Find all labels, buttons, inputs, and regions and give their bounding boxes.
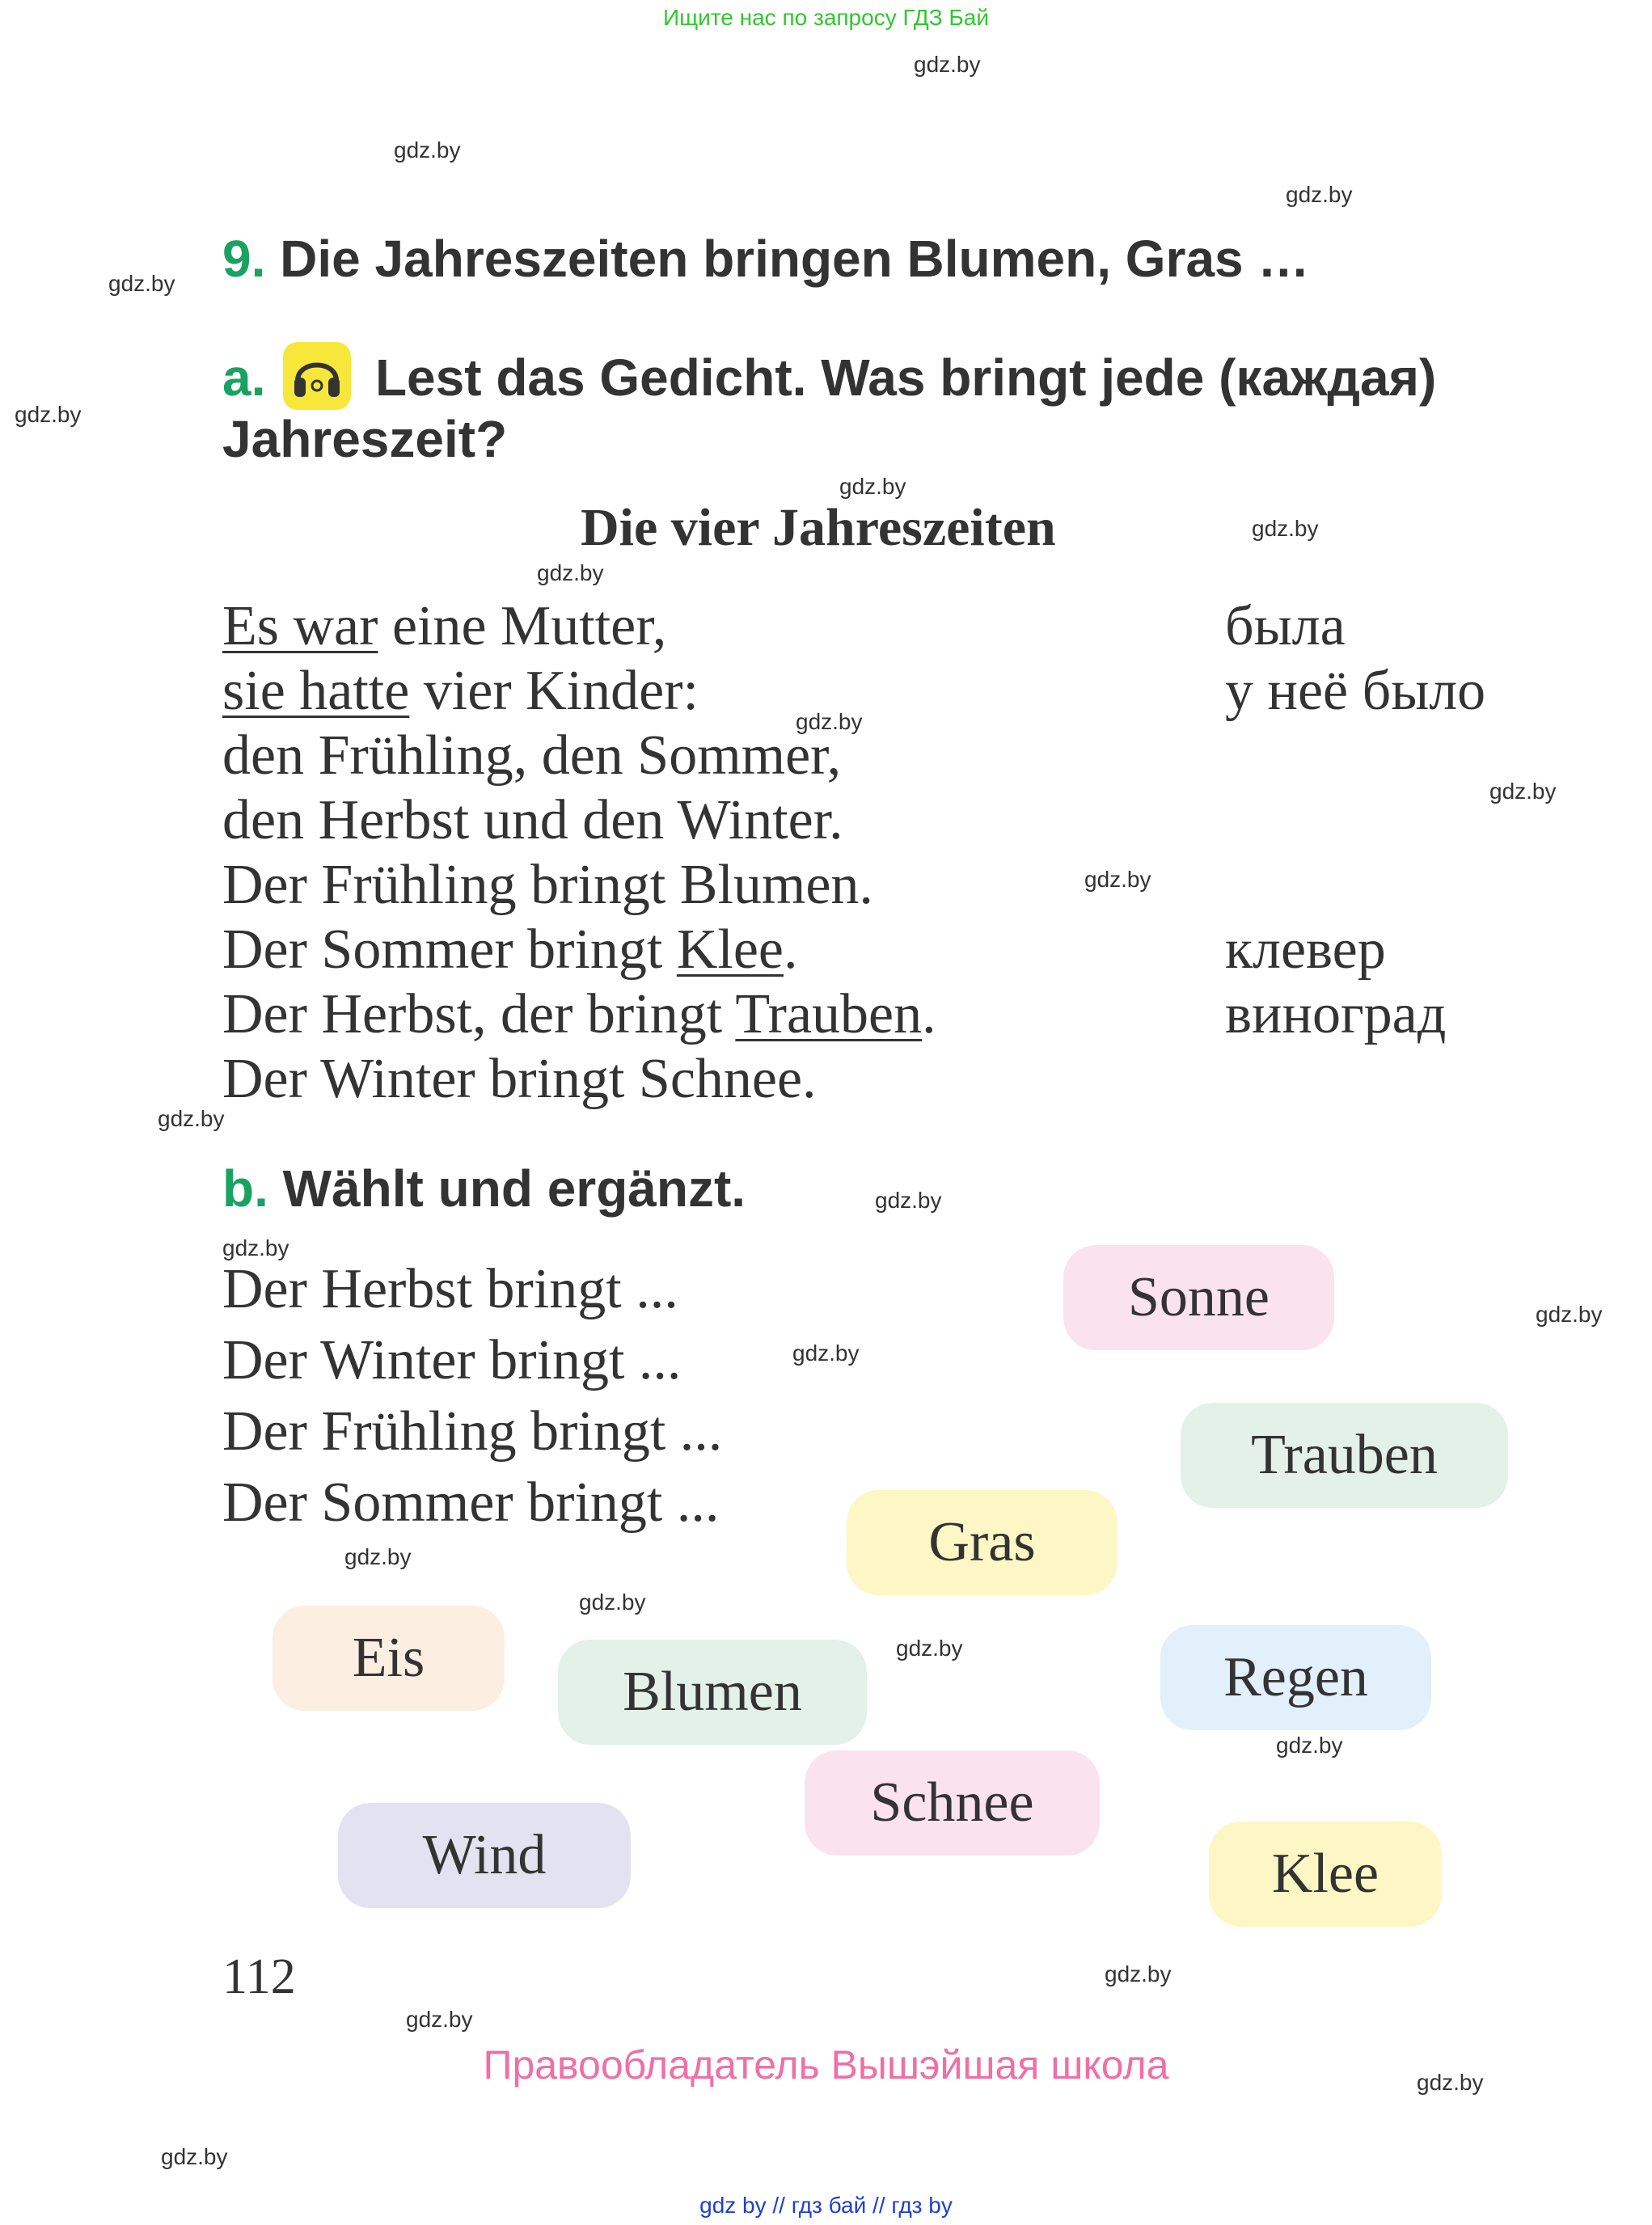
- watermark: gdz.by: [1536, 1302, 1603, 1327]
- poem-text: .: [784, 918, 798, 981]
- watermark: gdz.by: [792, 1340, 860, 1366]
- watermark: gdz.by: [394, 137, 461, 163]
- watermark: gdz.by: [108, 271, 175, 296]
- task-a-text: Lest das Gedicht. Was bringt jede (каждая): [374, 348, 1437, 407]
- sentence-sommer: Der Sommer bringt ...: [222, 1471, 720, 1534]
- watermark: gdz.by: [1252, 516, 1319, 541]
- word-chip-regen[interactable]: Regen: [1160, 1625, 1431, 1730]
- poem-line-5: Der Frühling bringt Blumen.: [222, 854, 873, 916]
- sentence-herbst: Der Herbst bringt ...: [222, 1258, 678, 1320]
- watermark: gdz.by: [344, 1544, 412, 1569]
- watermark: gdz.by: [1489, 779, 1557, 804]
- task-b-text: Wählt und ergänzt.: [282, 1159, 746, 1218]
- poem-title: Die vier Jahreszeiten: [581, 498, 1056, 557]
- poem-text: vier Kinder:: [409, 660, 699, 722]
- page-number: 112: [222, 1949, 296, 2004]
- exercise-heading: [222, 229, 1309, 289]
- watermark: gdz.by: [222, 1235, 289, 1260]
- poem-text: Der Herbst, der bringt: [222, 983, 736, 1045]
- gloss-es-war: была: [1225, 595, 1346, 657]
- headphones-icon[interactable]: [283, 342, 351, 410]
- watermark: gdz.by: [875, 1188, 942, 1213]
- poem-text: Der Sommer bringt: [222, 918, 677, 981]
- poem-line-3: den Frühling, den Sommer,: [222, 724, 842, 787]
- underlined-phrase: Es war: [222, 595, 378, 657]
- task-a-line2: Jahreszeit?: [222, 410, 508, 468]
- gloss-trauben: виноград: [1225, 983, 1447, 1045]
- watermark: gdz.by: [579, 1590, 646, 1615]
- exercise-title: Die Jahreszeiten bringen Blumen, Gras …: [280, 230, 1310, 288]
- watermark: gdz.by: [914, 52, 981, 77]
- watermark: gdz.by: [161, 2144, 228, 2169]
- task-a-line1: [222, 342, 1436, 410]
- word-chip-wind[interactable]: Wind: [338, 1803, 631, 1908]
- watermark: gdz.by: [1084, 867, 1151, 892]
- word-chip-schnee[interactable]: Schnee: [805, 1750, 1100, 1856]
- copyright-notice: Правообладатель Вышэйшая школа: [483, 2042, 1169, 2088]
- watermark: gdz.by: [839, 474, 906, 499]
- task-a-letter: a.: [222, 348, 266, 407]
- watermark: gdz.by: [537, 560, 604, 585]
- watermark: gdz.by: [1286, 182, 1353, 207]
- sentence-winter: Der Winter bringt ...: [222, 1329, 682, 1391]
- watermark: gdz.by: [158, 1106, 225, 1131]
- task-b-heading: [222, 1156, 746, 1221]
- poem-line-1: [222, 594, 666, 659]
- word-chip-eis[interactable]: Eis: [273, 1606, 505, 1711]
- word-chip-gras[interactable]: Gras: [847, 1490, 1118, 1595]
- poem-line-8: Der Winter bringt Schnee.: [222, 1048, 817, 1110]
- watermark: gdz.by: [796, 709, 863, 734]
- watermark: gdz.by: [15, 402, 82, 427]
- underlined-phrase: sie hatte: [222, 660, 410, 722]
- bottom-links[interactable]: gdz by // гдз бай // гдз by: [699, 2193, 953, 2218]
- watermark: gdz.by: [1276, 1733, 1343, 1758]
- watermark: gdz.by: [406, 2007, 473, 2032]
- word-chip-trauben[interactable]: Trauben: [1181, 1403, 1508, 1508]
- exercise-number: 9.: [222, 230, 266, 288]
- word-chip-klee[interactable]: Klee: [1209, 1822, 1442, 1927]
- poem-text: .: [922, 983, 936, 1045]
- watermark: gdz.by: [896, 1636, 963, 1661]
- gloss-sie-hatte: у неё было: [1225, 660, 1486, 722]
- underlined-phrase: Klee: [676, 918, 784, 981]
- watermark: gdz.by: [1105, 1961, 1172, 1986]
- poem-line-2: [222, 659, 699, 724]
- poem-text: eine Mutter,: [378, 595, 667, 657]
- poem-line-6: [222, 918, 798, 982]
- word-chip-sonne[interactable]: Sonne: [1063, 1245, 1334, 1350]
- top-banner: Ищите нас по запросу ГДЗ Бай: [662, 5, 990, 30]
- gloss-klee: клевер: [1225, 918, 1386, 981]
- task-b-letter: b.: [222, 1159, 268, 1218]
- sentence-fruehling: Der Frühling bringt ...: [222, 1400, 723, 1463]
- watermark: gdz.by: [1417, 2070, 1484, 2095]
- word-chip-blumen[interactable]: Blumen: [558, 1640, 867, 1745]
- poem-line-7: [222, 982, 936, 1047]
- underlined-phrase: Trauben: [735, 983, 923, 1045]
- poem-line-4: den Herbst und den Winter.: [222, 789, 843, 851]
